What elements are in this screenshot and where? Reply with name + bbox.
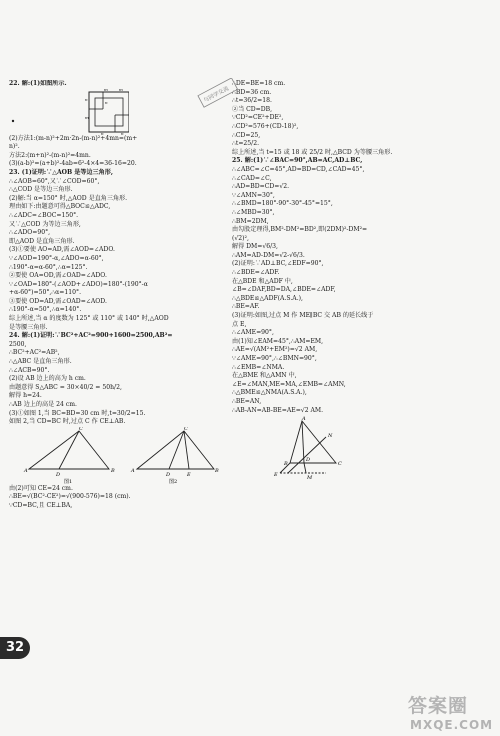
text-line: (2)解:当 α=150° 时,△AOD 是直角三角形.: [9, 194, 128, 202]
text-line: ∵∠AOD=190°-α,∠ADO=α-60°,: [9, 254, 104, 262]
figure-label: A: [302, 416, 306, 423]
text-line: 由(1)知∠EAM=45°,∴AM=EM,: [232, 337, 324, 345]
text-line: (3)①要使 AO=AD,需∠AOD=∠ADO.: [9, 246, 115, 254]
figure-label: B: [284, 461, 288, 468]
figure-label: B: [111, 467, 115, 474]
figure-label: C: [79, 426, 83, 432]
text-line: 2500,: [9, 340, 27, 348]
text-line: ∵CD=BC,且 CE⊥BA,: [9, 501, 73, 509]
text-line: ∴∠EMB=∠NMA.: [232, 363, 285, 371]
text-line: ∴BE=AF.: [232, 303, 260, 311]
text-line: 方法2:(m+n)²-(m-n)²=4mn.: [9, 151, 91, 159]
text-line: ③要使 OD=AD,需∠OAD=∠AOD.: [9, 297, 107, 305]
text-line: ∴190°-α=50°,∴α=140°.: [9, 306, 82, 314]
text-line: ∴∠ADO=90°,: [9, 229, 51, 237]
text-line: (3)证明:如图,过点 M 作 ME∥BC 交 AB 的延长线于: [232, 312, 374, 320]
text-line: ∴△BME≌△NMA(A.S.A.),: [232, 389, 307, 397]
text-line: ∴BC²+AC²=AB²,: [9, 349, 60, 357]
text-line: 解得 h=24.: [9, 392, 42, 400]
quadrilateral-figure: [232, 415, 454, 481]
rubber-stamp: [196, 78, 240, 108]
text-line: ∴∠ACB=90°.: [9, 366, 50, 374]
text-line: ∴∠MBD=30°,: [232, 208, 275, 216]
text-line: 由(2)可知 CE=24 cm.: [9, 484, 73, 492]
text-line: ∴BE=AN,: [232, 397, 262, 405]
text-line: ∴AB-AN=AB-BE=AE=√2 AM.: [232, 406, 324, 414]
text-line: 即△AOD 是直角三角形.: [9, 237, 75, 245]
figure-label: C: [184, 426, 188, 432]
figure-label: M: [307, 475, 313, 482]
left-column: [9, 80, 221, 511]
text-line: 是等腰三角形.: [9, 323, 48, 331]
text-line: 22. 解:(1)如图所示.: [9, 80, 67, 87]
text-line: ∴t=25/2.: [232, 140, 260, 148]
text-line: 在△BME 和△AMN 中,: [232, 372, 297, 380]
figure-label: A: [131, 467, 135, 474]
text-line: ∴△COD 是等边三角形.: [9, 186, 73, 194]
text-line: ∴BD=36 cm.: [232, 88, 272, 96]
text-line: ②要使 OA=OD,需∠OAD=∠ADO.: [9, 272, 107, 280]
text-line: ∵∠AME=90°,∴∠BMN=90°,: [232, 355, 317, 362]
side-label: n: [85, 96, 88, 102]
text-line: ∴∠AOB=60°,又∵∠COD=60°,: [9, 177, 100, 185]
figure-label: C: [338, 461, 342, 468]
side-label: m: [119, 88, 123, 92]
text-line: 由勾股定理得,BM²-DM²=BD²,即(2DM)²-DM²=: [232, 226, 368, 234]
text-line: 在△BDE 和△ADF 中,: [232, 277, 293, 285]
text-line: ∴DE=BE=18 cm.: [232, 80, 286, 87]
text-line: 25. 解:(1)∵∠BAC=90°,AB=AC,AD⊥BC,: [232, 157, 363, 165]
text-line: 点 E,: [232, 320, 247, 328]
text-line: ∴BM=2DM,: [232, 217, 269, 225]
text-line: n)².: [9, 143, 20, 151]
text-line: ∴CD=25,: [232, 131, 261, 139]
text-line: (3)①如图 1,当 BC=BD=30 cm 时,t=30/2=15.: [9, 409, 146, 417]
text-line: (3)(a-b)²=(a+b)²-4ab=6²-4×4=36-16=20.: [9, 160, 137, 168]
text-line: 解得 DM=√6/3,: [232, 243, 278, 251]
text-line: ∴△ABC 是直角三角形.: [9, 358, 72, 366]
watermark-logo: [400, 688, 498, 734]
text-line: ∴∠ADC=∠BOC=150°.: [9, 211, 79, 219]
page-number-badge: 32: [0, 637, 30, 659]
figure-label: D: [306, 457, 311, 464]
text-line: ∠E=∠MAN,ME=MA,∠EMB=∠AMN,: [232, 380, 346, 388]
text-line: ∴BE=√(BC²-CE²)=√(900-576)=18 (cm).: [9, 493, 131, 501]
text-line: 23. (1)证明:∵△AOB 是等边三角形,: [9, 168, 113, 176]
text-line: ∴∠BDE=∠ADF.: [232, 269, 280, 277]
figure-label: D: [166, 471, 171, 478]
text-line: +α-60°)=50°,∴α=110°.: [9, 289, 82, 297]
right-column: [232, 80, 454, 481]
figure-label: N: [328, 433, 333, 440]
text-line: ∵CD²=CE²+DE²,: [232, 114, 284, 122]
stamp-text: 与同学交流: [202, 85, 231, 105]
text-line: ∴AD=BD=CD=√2.: [232, 183, 290, 191]
figure-label: A: [24, 467, 28, 474]
figure-label: B: [215, 467, 219, 474]
text-line: (√2)²,: [232, 234, 249, 242]
text-line: ∴∠ABC=∠C=45°,AD=BD=CD,∠CAD=45°,: [232, 165, 365, 173]
text-line: ∴AB 边上的高是 24 cm.: [9, 401, 77, 408]
text-line: ∠B=∠DAF,BD=DA,∠BDE=∠ADF,: [232, 286, 336, 294]
text-line: (2)方法1:(m-n)²+2m·2n-(m-n)²+4mn=(m+: [9, 134, 138, 142]
side-label: n: [105, 99, 108, 105]
square-figure: [9, 89, 129, 135]
text-line: 如图 2,当 CD=BC 时,过点 C 作 CE⊥AB.: [9, 418, 126, 426]
text-line: ∵∠OAD=180°-(∠AOD+∠ADO)=180°-(190°-α: [9, 280, 148, 288]
figure-label: D: [56, 471, 61, 478]
text-line: ∵∠AMN=30°,: [232, 191, 275, 199]
text-line: ②当 CD=DB,: [232, 105, 273, 113]
side-label: n: [101, 130, 104, 135]
figure-label: E: [187, 471, 191, 478]
side-label: m: [85, 114, 89, 120]
text-line: 24. 解:(1)证明:∵BC²+AC²=900+1600=2500,AB²=: [9, 332, 173, 340]
text-line: ∴∠AME=90°,: [232, 329, 274, 337]
text-line: 又∵△COD 为等边三角形,: [9, 220, 81, 228]
text-line: 综上所述,当 t=15 或 18 或 25/2 时,△BCD 为等腰三角形.: [232, 148, 393, 156]
text-line: ∴∠CAD=∠C,: [232, 174, 272, 182]
watermark-bottom-text: MXQE.COM: [410, 718, 494, 732]
text-line: ∴t=36/2=18.: [232, 97, 272, 105]
text-line: ∴CD²=576+(CD-18)²,: [232, 122, 299, 130]
text-line: ∴AM=AD-DM=√2-√6/3.: [232, 251, 305, 259]
side-label: n: [121, 130, 124, 135]
text-line: (2)证明:∵AD⊥BC,∠EDF=90°,: [232, 260, 324, 268]
figure-caption: 图1: [64, 478, 73, 485]
side-label: m: [104, 88, 108, 92]
text-line: (2)设 AB 边上的高为 h cm.: [9, 375, 86, 383]
text-line: 综上所述,当 α 的度数为 125° 或 110° 或 140° 时,△AOD: [9, 315, 169, 323]
text-line: ∴AE=√(AM²+EM²)=√2 AM,: [232, 346, 318, 354]
text-line: ∴∠BMD=180°-90°-30°-45°=15°,: [232, 200, 333, 208]
text-line: 理由如下:由题意可得△BOC≌△ADC,: [9, 203, 111, 211]
text-line: 由题意得 S△ABC = 30×40/2 = 50h/2,: [9, 383, 122, 391]
figure-label: E: [274, 472, 278, 479]
triangle-figures: [9, 427, 221, 485]
text-line: ∴190°-α=α-60°,∴α=125°.: [9, 263, 88, 271]
figure-caption: 图2: [169, 478, 178, 485]
text-line: ∴△BDE≌△ADF(A.S.A.),: [232, 294, 303, 302]
watermark-top-text: 答案圈: [408, 695, 469, 717]
